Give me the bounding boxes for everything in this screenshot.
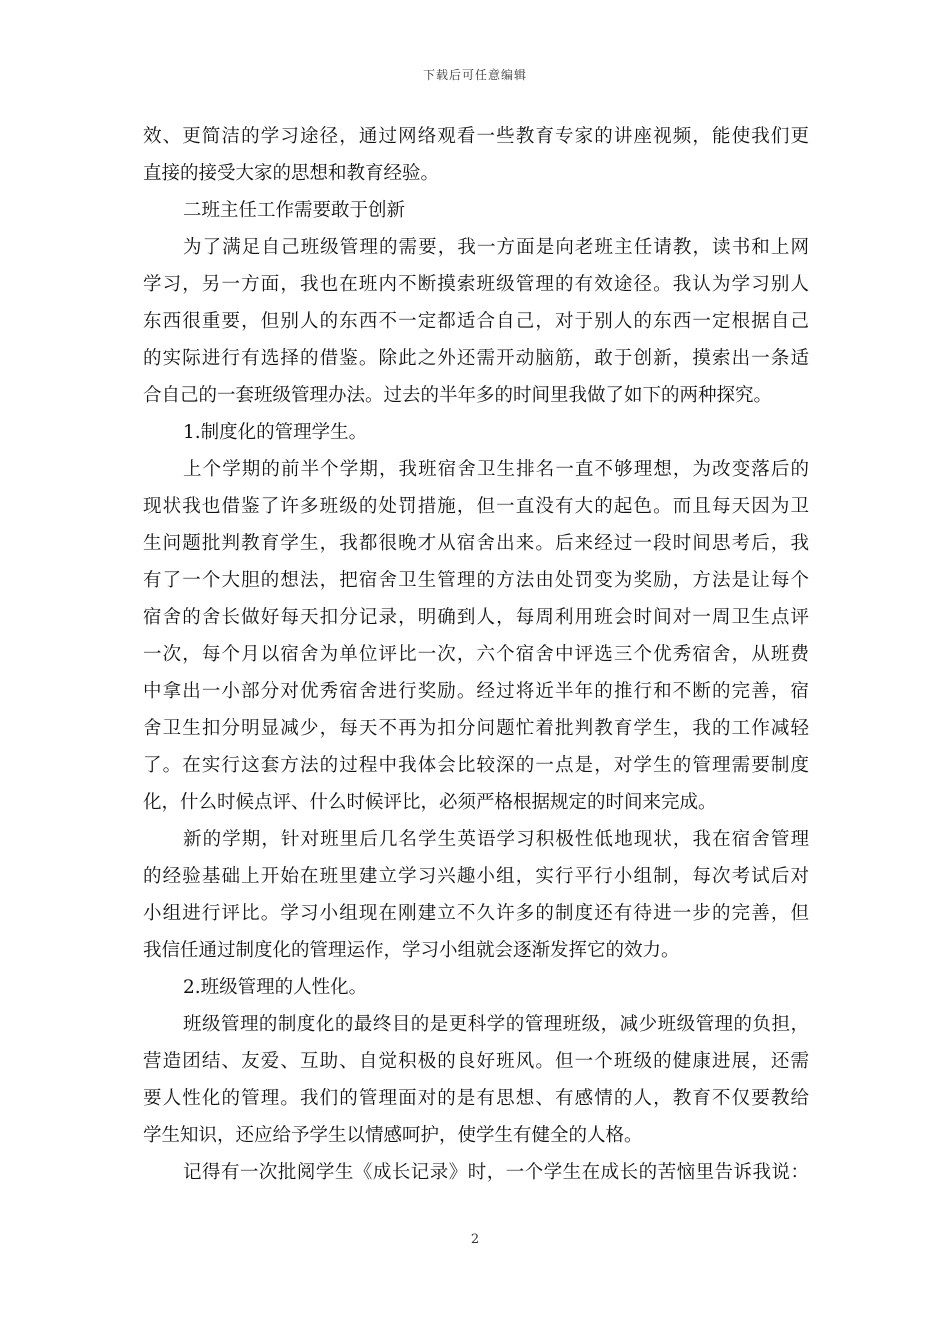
- text-line: 学生知识，还应给予学生以情感呵护，使学生有健全的人格。: [143, 1125, 643, 1146]
- paragraph: [143, 1006, 809, 1154]
- text-line: 东西很重要，但别人的东西不一定都适合自己，对于别人的东西一定根据自己: [143, 311, 809, 332]
- text-line: 上个学期的前半个学期，我班宿舍卫生排名一直不够理想，为改变落后的: [183, 459, 809, 480]
- page-header: 下载后可任意编辑: [422, 68, 527, 82]
- text-line: 中拿出一小部分对优秀宿舍进行奖励。经过将近半年的推行和不断的完善，宿: [143, 681, 809, 702]
- text-line: 宿舍的舍长做好每天扣分记录，明确到人，每周利用班会时间对一周卫生点评: [143, 607, 809, 628]
- text-line: 要人性化的管理。我们的管理面对的是有思想、有感情的人，教育不仅要教给: [143, 1088, 809, 1109]
- text-line: 效、更简洁的学习途径，通过网络观看一些教育专家的讲座视频，能使我们更: [143, 126, 809, 147]
- text-line: 小组进行评比。学习小组现在刚建立不久许多的制度还有待进一步的完善，但: [143, 903, 809, 924]
- paragraph: [143, 451, 809, 821]
- text-line: 的实际进行有选择的借鉴。除此之外还需开动脑筋，敢于创新，摸索出一条适: [143, 348, 809, 369]
- paragraph: [143, 118, 809, 192]
- text-line: 的经验基础上开始在班里建立学习兴趣小组，实行平行小组制，每次考试后对: [143, 866, 809, 887]
- text-line: 我信任通过制度化的管理运作，学习小组就会逐渐发挥它的效力。: [143, 940, 680, 961]
- paragraph: [143, 821, 809, 969]
- subsection-heading: [143, 969, 809, 1006]
- text-line: 了。在实行这套方法的过程中我体会比较深的一点是，对学生的管理需要制度: [143, 755, 809, 776]
- text-line: 记得有一次批阅学生《成长记录》时，一个学生在成长的苦恼里告诉我说：: [183, 1162, 809, 1183]
- text-line: 生问题批判教育学生，我都很晚才从宿舍出来。后来经过一段时间思考后，我: [143, 533, 809, 554]
- subsection-heading: [143, 414, 809, 451]
- text-line: 学习，另一方面，我也在班内不断摸索班级管理的有效途径。我认为学习别人: [143, 274, 809, 295]
- document-body: [143, 118, 809, 1191]
- text-line: 班级管理的制度化的最终目的是更科学的管理班级，减少班级管理的负担，: [183, 1014, 809, 1035]
- text-line: 营造团结、友爱、互助、自觉积极的良好班风。但一个班级的健康进展，还需: [143, 1051, 809, 1072]
- text-line: 新的学期，针对班里后几名学生英语学习积极性低地现状，我在宿舍管理: [183, 829, 809, 850]
- text-line: 化，什么时候点评、什么时候评比，必须严格根据规定的时间来完成。: [143, 792, 717, 813]
- text-line: 二班主任工作需要敢于创新: [183, 200, 406, 221]
- text-line: 1.制度化的管理学生。: [183, 422, 368, 443]
- section-heading: [143, 192, 809, 229]
- text-line: 现状我也借鉴了许多班级的处罚措施，但一直没有大的起色。而且每天因为卫: [143, 496, 809, 517]
- text-line: 合自己的一套班级管理办法。过去的半年多的时间里我做了如下的两种探究。: [143, 385, 773, 406]
- text-line: 直接的接受大家的思想和教育经验。: [143, 163, 440, 184]
- text-line: 一次，每个月以宿舍为单位评比一次，六个宿舍中评选三个优秀宿舍，从班费: [143, 644, 809, 665]
- paragraph: [143, 1154, 809, 1191]
- text-line: 2.班级管理的人性化。: [183, 977, 368, 998]
- text-line: 为了满足自己班级管理的需要，我一方面是向老班主任请教，读书和上网: [183, 237, 809, 258]
- text-line: 舍卫生扣分明显减少，每天不再为扣分问题忙着批判教育学生，我的工作减轻: [143, 718, 809, 739]
- text-line: 有了一个大胆的想法，把宿舍卫生管理的方法由处罚变为奖励，方法是让每个: [143, 570, 809, 591]
- page-number: 2: [470, 1232, 480, 1247]
- paragraph: [143, 229, 809, 414]
